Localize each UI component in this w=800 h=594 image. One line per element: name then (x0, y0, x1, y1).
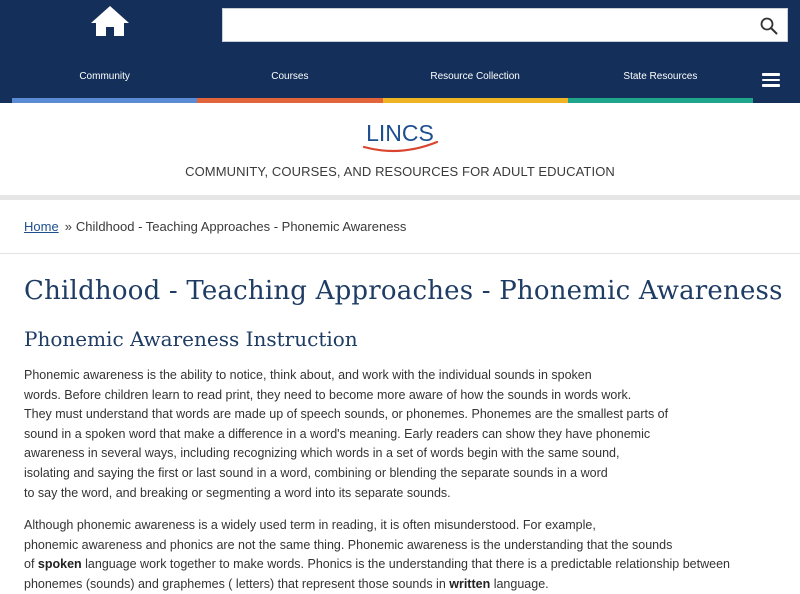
paragraph-line (24, 555, 730, 575)
nav-label: Resource Collection (430, 71, 520, 82)
top-header (0, 0, 800, 103)
search-icon[interactable] (759, 16, 779, 36)
page-title: Childhood - Teaching Approaches - Phonemic Awareness (24, 276, 783, 306)
emphasis-spoken: spoken (37, 557, 82, 572)
breadcrumb-home-link[interactable]: Home (24, 219, 59, 234)
divider (0, 195, 800, 200)
breadcrumb (24, 219, 406, 234)
nav-label: Community (79, 71, 130, 82)
nav-label: Courses (271, 71, 309, 82)
paragraph-line: words. Before children learn to read print, they need to become more aware of how the sounds in words work. (24, 387, 632, 402)
nav-label: State Resources (623, 71, 698, 82)
paragraph-misunderstood (24, 516, 730, 594)
lincs-logo[interactable] (360, 117, 440, 153)
divider (0, 253, 800, 254)
site-tagline: COMMUNITY, COURSES, AND RESOURCES FOR ADULT EDUCATION (185, 164, 615, 179)
search-input[interactable] (223, 9, 753, 41)
nav-item-courses[interactable] (197, 62, 382, 103)
paragraph-line: sound in a spoken word that make a difference in a word's meaning. Early readers can show they have phonemic (24, 426, 651, 441)
paragraph-line (24, 575, 730, 594)
nav-item-state-resources[interactable] (568, 62, 753, 103)
nav-item-community[interactable] (12, 62, 197, 103)
emphasis-written: written (449, 576, 491, 591)
paragraph-line: Phonemic awareness is the ability to notice, think about, and work with the individual sounds in spoken (24, 368, 592, 382)
text-run: phonemes (sounds) and graphemes ( letters) that represent those sounds in (24, 576, 450, 591)
logo-text: LINCS (366, 120, 434, 146)
main-nav (12, 62, 753, 103)
hamburger-menu-icon[interactable] (762, 73, 780, 87)
home-icon[interactable] (88, 4, 132, 40)
breadcrumb-separator: » (64, 219, 72, 234)
search-box (222, 8, 788, 42)
paragraph-line: They must understand that words are made up of speech sounds, or phonemes. Phonemes are the smallest parts of (24, 407, 669, 422)
breadcrumb-current: Childhood - Teaching Approaches - Phonemic Awareness (75, 219, 407, 234)
paragraph-line: to say the word, and breaking or segmenting a word into its separate sounds. (24, 485, 451, 500)
paragraph-line: Although phonemic awareness is a widely used term in reading, it is often misunderstood. For example, (24, 518, 596, 532)
nav-item-resource-collection[interactable] (383, 62, 568, 103)
paragraph-line: isolating and saying the first or last sound in a word, combining or blending the separate sounds in a word (24, 465, 608, 480)
paragraph-line: phonemic awareness and phonics are not the same thing. Phonemic awareness is the understanding that the sounds (24, 537, 673, 552)
brand-banner (0, 103, 800, 195)
paragraph-intro (24, 366, 668, 503)
paragraph-line: awareness in several ways, including recognizing which words in a set of words begin with the same sound, (24, 446, 620, 461)
text-run: of (24, 557, 38, 572)
text-run: language. (490, 576, 549, 591)
text-run: language work together to make words. Phonics is the understanding that there is a predictable relationship between (81, 557, 730, 572)
section-title: Phonemic Awareness Instruction (24, 327, 358, 351)
